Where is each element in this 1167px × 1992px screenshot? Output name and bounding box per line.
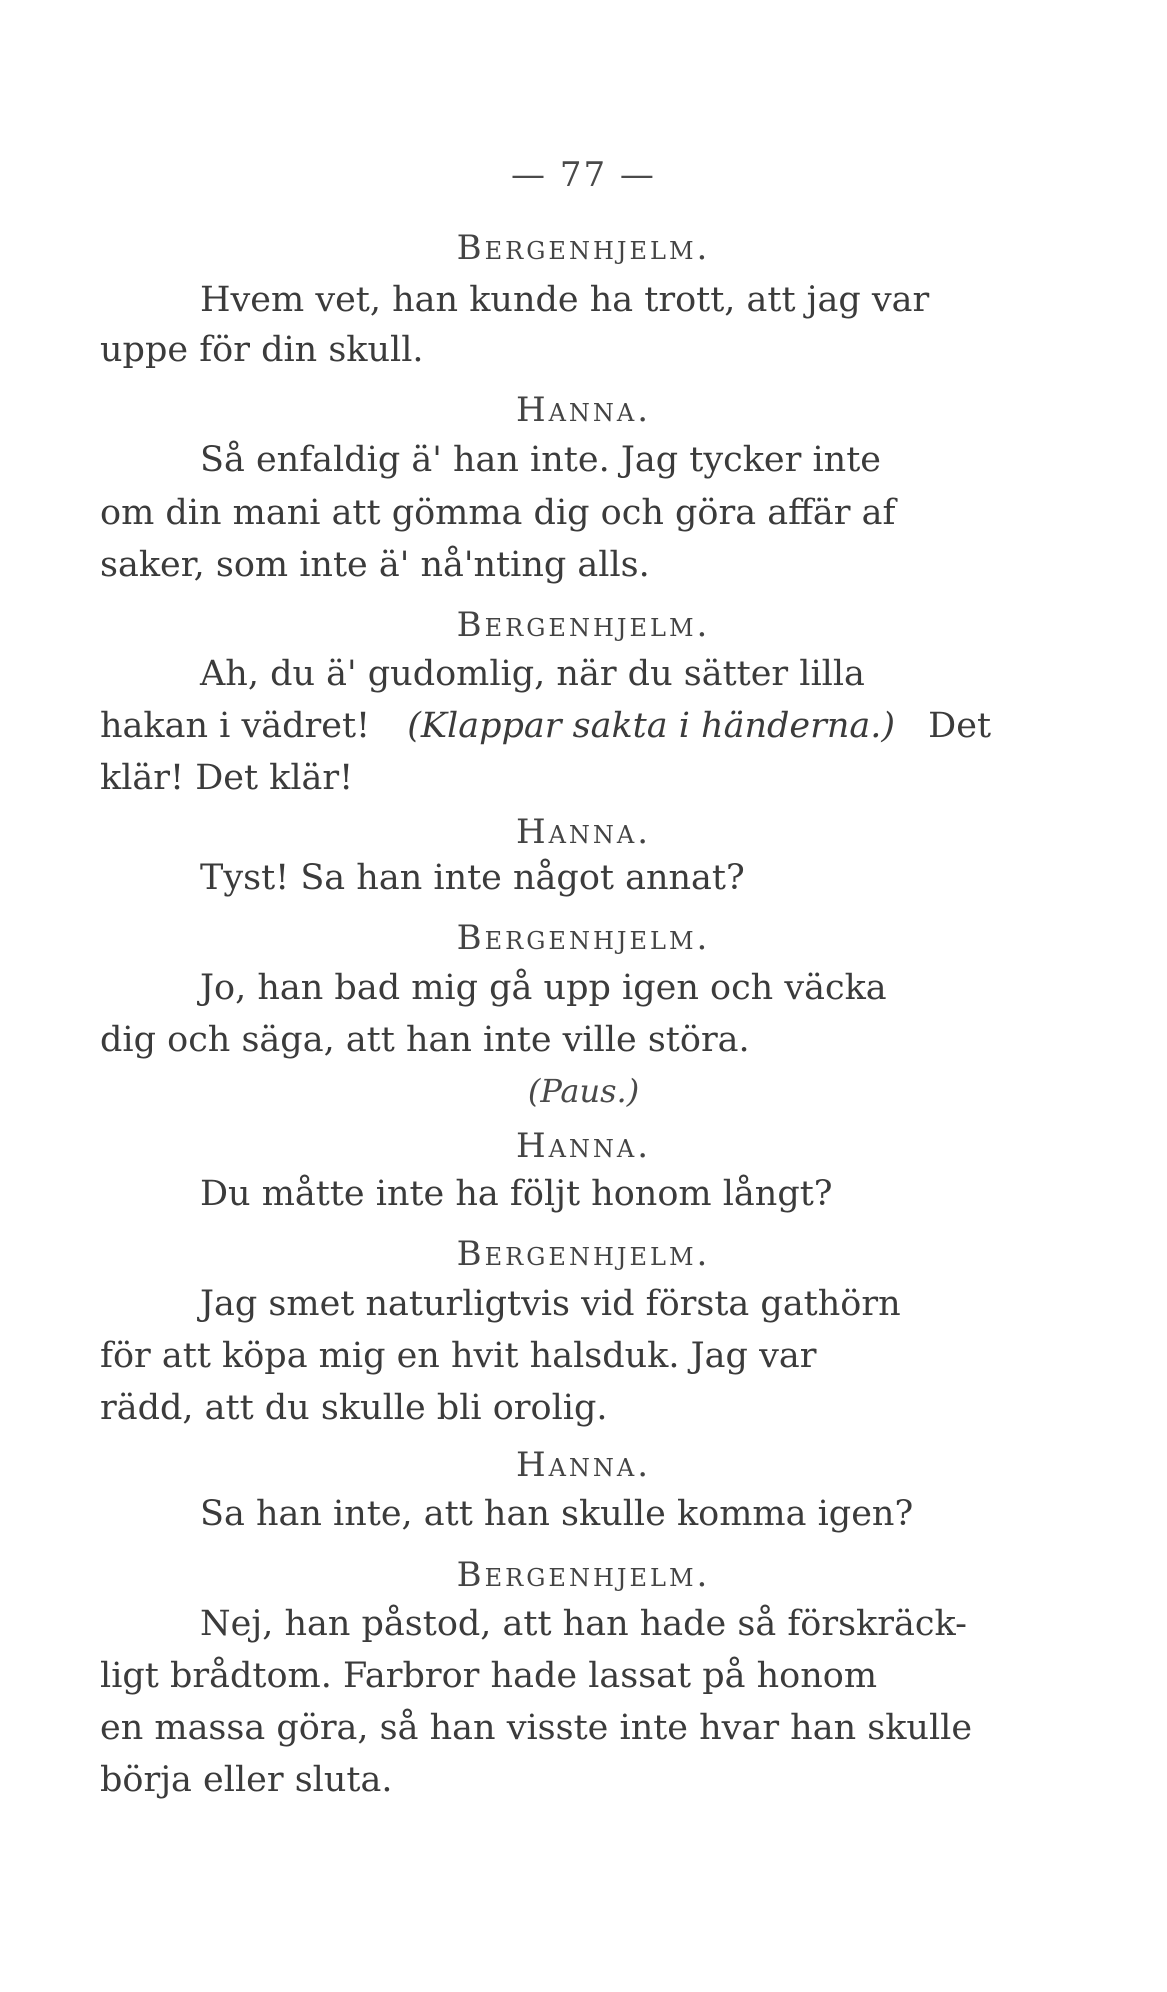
dialogue-line: om din mani att gömma dig och göra affär af <box>100 493 896 533</box>
dialogue-line: ligt brådtom. Farbror hade lassat på honom <box>100 1656 878 1696</box>
page-number: — 77 — <box>511 155 656 195</box>
dialogue-line: Så enfaldig ä' han inte. Jag tycker inte <box>200 440 881 480</box>
speaker-name: Bergenhjelm. <box>456 228 711 268</box>
dialogue-line: rädd, att du skulle bli orolig. <box>100 1388 608 1428</box>
dialogue-text: Det <box>928 706 992 746</box>
dialogue-line: Jo, han bad mig gå upp igen och väcka <box>200 968 887 1008</box>
dialogue-line: för att köpa mig en hvit halsduk. Jag var <box>100 1336 817 1376</box>
dialogue-line: saker, som inte ä' nå'nting alls. <box>100 545 650 585</box>
speaker-name: Hanna. <box>515 1445 652 1485</box>
speaker-name: Hanna. <box>515 812 652 852</box>
dialogue-line: Sa han inte, att han skulle komma igen? <box>200 1494 914 1534</box>
dialogue-line: Hvem vet, han kunde ha trott, att jag var <box>200 280 930 320</box>
speaker-name: Bergenhjelm. <box>456 918 711 958</box>
speaker-name: Hanna. <box>515 390 652 430</box>
dialogue-text: hakan i vädret! <box>100 706 371 746</box>
speaker-name: Bergenhjelm. <box>456 1234 711 1274</box>
dialogue-line: Jag smet naturligtvis vid första gathörn <box>200 1284 901 1324</box>
dialogue-line: dig och säga, att han inte ville störa. <box>100 1020 750 1060</box>
speaker-name: Hanna. <box>515 1126 652 1166</box>
speaker-name: Bergenhjelm. <box>456 605 711 645</box>
dialogue-line: Ah, du ä' gudomlig, när du sätter lilla <box>200 654 865 694</box>
stage-direction: (Paus.) <box>527 1072 640 1110</box>
dialogue-line: börja eller sluta. <box>100 1760 393 1800</box>
dialogue-line: Nej, han påstod, att han hade så förskräck- <box>200 1604 967 1644</box>
stage-direction: (Klappar sakta i händerna.) <box>407 706 896 746</box>
dialogue-line: klär! Det klär! <box>100 758 354 798</box>
dialogue-line: Du måtte inte ha följt honom långt? <box>200 1174 833 1214</box>
dialogue-line: uppe för din skull. <box>100 330 424 370</box>
dialogue-line: en massa göra, så han visste inte hvar han skulle <box>100 1708 973 1748</box>
speaker-name: Bergenhjelm. <box>456 1555 711 1595</box>
dialogue-line <box>100 706 1060 746</box>
dialogue-line: Tyst! Sa han inte något annat? <box>200 858 745 898</box>
